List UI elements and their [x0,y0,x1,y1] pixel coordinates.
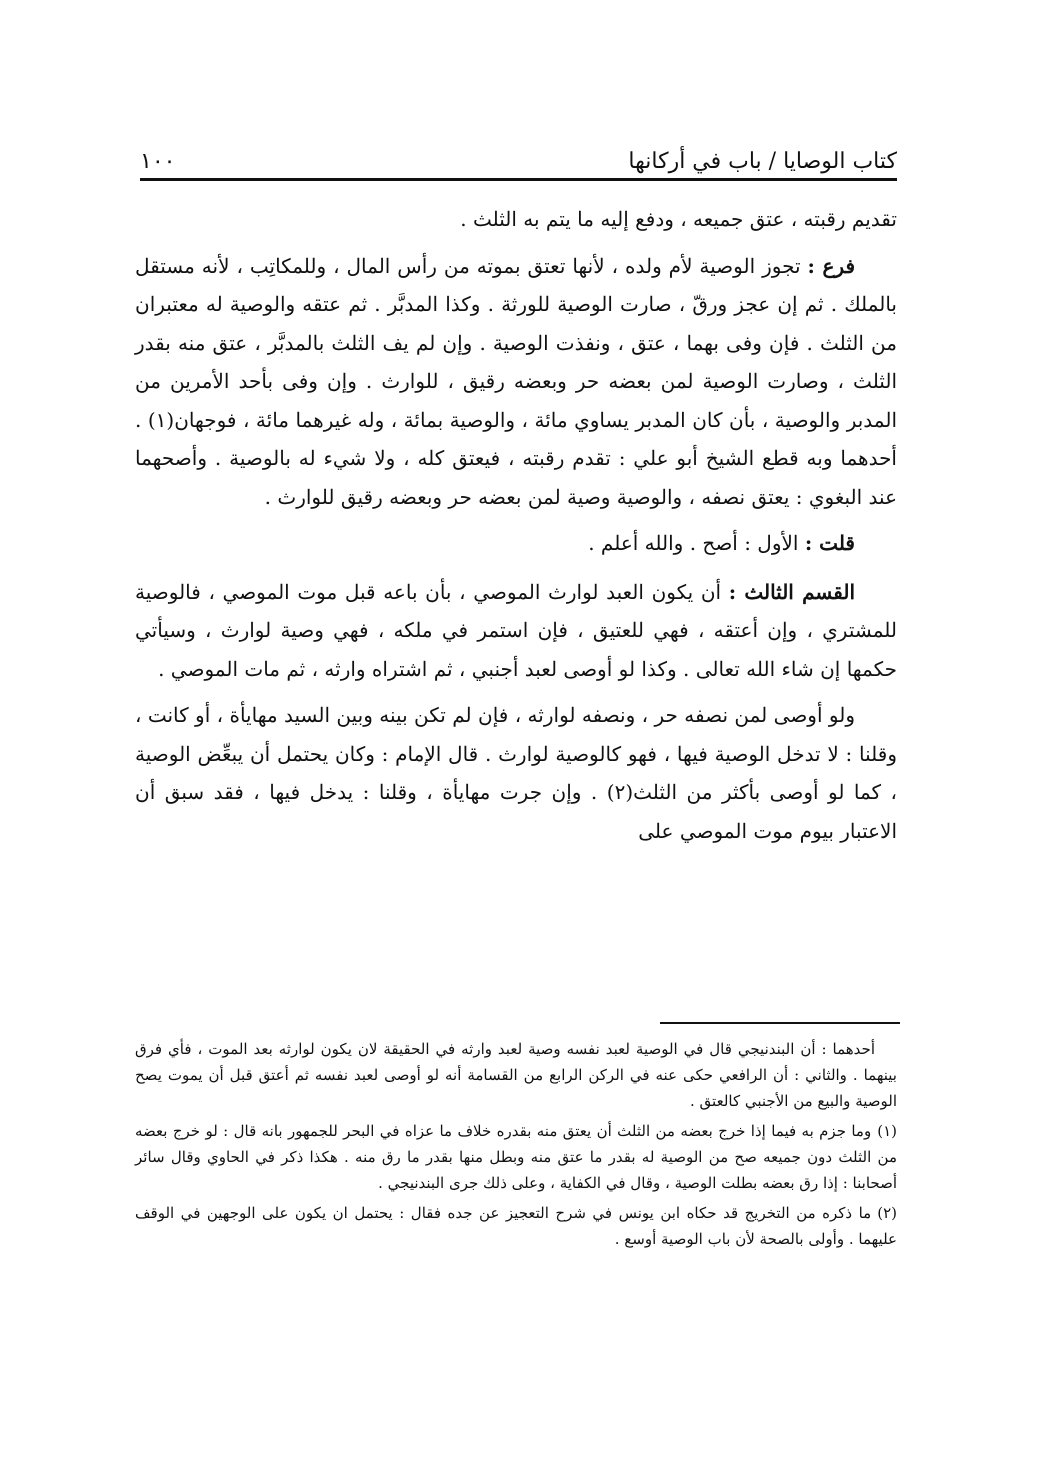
footnote-text: وما جزم به فيما إذا خرج بعضه من الثلث أن يعتق منه بقدره خلاف ما عزاه في البحر للجمهور بانه قال : لو خرج بعضه من الثلث دون جميعه صح من الوصية له بقدر ما عتق منه وبطل منها بقدر ما رق منه . هكذا ذكر في الحاوي وقال سائر أصحابنا : إذا رق بعضه بطلت الوصية ، وقال في الكفاية ، وعلى ذلك جرى البندنيجي . [135,1122,897,1192]
paragraph-lead: القسم الثالث : [728,579,856,604]
paragraph-half-free [135,696,897,850]
paragraph-lead: قلت : [804,531,855,555]
footnote-number: (٢) [877,1204,897,1222]
header-rule [140,178,897,181]
paragraph-third-section [135,573,897,689]
paragraph-continuation [135,200,897,239]
footnote-text: أحدهما : أن البندنيجي قال في الوصية لعبد نفسه وصية لعبد وارثه في الحقيقة لان يكون لوارثه بعد الموت ، فأي فرق بينهما . والثاني : أن الرافعي حكى عنه في الركن الرابع من القسامة أنه لو أوصى لعبد نفسه ثم أعتق قبل أن يموت يصح الوصية والبيع من الأجنبي كالعتق . [135,1040,897,1110]
footnote-continuation [135,1036,897,1114]
paragraph-lead: فرع : [807,253,856,278]
footnote-rule [660,1022,900,1024]
footnotes [135,1036,897,1252]
footnote-number: (١) [877,1122,897,1140]
running-title: كتاب الوصايا / باب في أركانها [628,149,897,174]
paragraph-text: الأول : أصح . والله أعلم . [588,531,799,555]
page-number: ١٠٠ [140,149,176,174]
paragraph-qultu [135,524,897,563]
page-header [140,138,897,174]
paragraph-text: ولو أوصى لمن نصفه حر ، ونصفه لوارثه ، فإن لم تكن بينه وبين السيد مهايأة ، أو كانت ، وقلنا : لا تدخل الوصية فيها ، فهو كالوصية لوارث . قال الإمام : وكان يحتمل أن يبعِّض الوصية ، كما لو أوصى بأكثر من الثلث(٢) . وإن جرت مهايأة ، وقلنا : يدخل فيها ، فقد سبق أن الاعتبار بيوم موت الموصي على [135,703,897,843]
paragraph-text: أن يكون العبد لوارث الموصي ، بأن باعه قبل موت الموصي ، فالوصية للمشتري ، وإن أعتقه ، فهي للعتيق ، فإن استمر في ملكه ، فهي وصية لوارث ، وسيأتي حكمها إن شاء الله تعالى . وكذا لو أوصى لعبد أجنبي ، ثم اشتراه وارثه ، ثم مات الموصي . [135,579,897,681]
paragraph-text: تقديم رقبته ، عتق جميعه ، ودفع إليه ما يتم به الثلث . [460,207,897,231]
main-text [135,200,897,850]
paragraph-far [135,247,897,517]
footnote-2 [135,1200,897,1252]
footnote-text: ما ذكره من التخريج قد حكاه ابن يونس في شرح التعجيز عن جده فقال : يحتمل ان يكون على الوجهين في الوقف عليهما . وأولى بالصحة لأن باب الوصية أوسع . [135,1204,897,1248]
paragraph-text: تجوز الوصية لأم ولده ، لأنها تعتق بموته من رأس المال ، وللمكاتِب ، لأنه مستقل بالملك . ثم إن عجز ورقّ ، صارت الوصية للورثة . وكذا المدبَّر . ثم عتقه والوصية له معتبران من الثلث . فإن وفى بهما ، عتق ، ونفذت الوصية . وإن لم يف الثلث بالمدبَّر ، عتق منه بقدر الثلث ، وصارت الوصية لمن بعضه حر وبعضه رقيق ، للوارث . وإن وفى بأحد الأمرين من المدبر والوصية ، بأن كان المدبر يساوي مائة ، والوصية بمائة ، وله غيرهما مائة ، فوجهان(١) . أحدهما وبه قطع الشيخ أبو علي : تقدم رقبته ، فيعتق كله ، ولا شيء له بالوصية . وأصحهما عند البغوي : يعتق نصفه ، والوصية وصية لمن بعضه حر وبعضه رقيق للوارث . [135,253,898,509]
footnote-1 [135,1118,897,1196]
